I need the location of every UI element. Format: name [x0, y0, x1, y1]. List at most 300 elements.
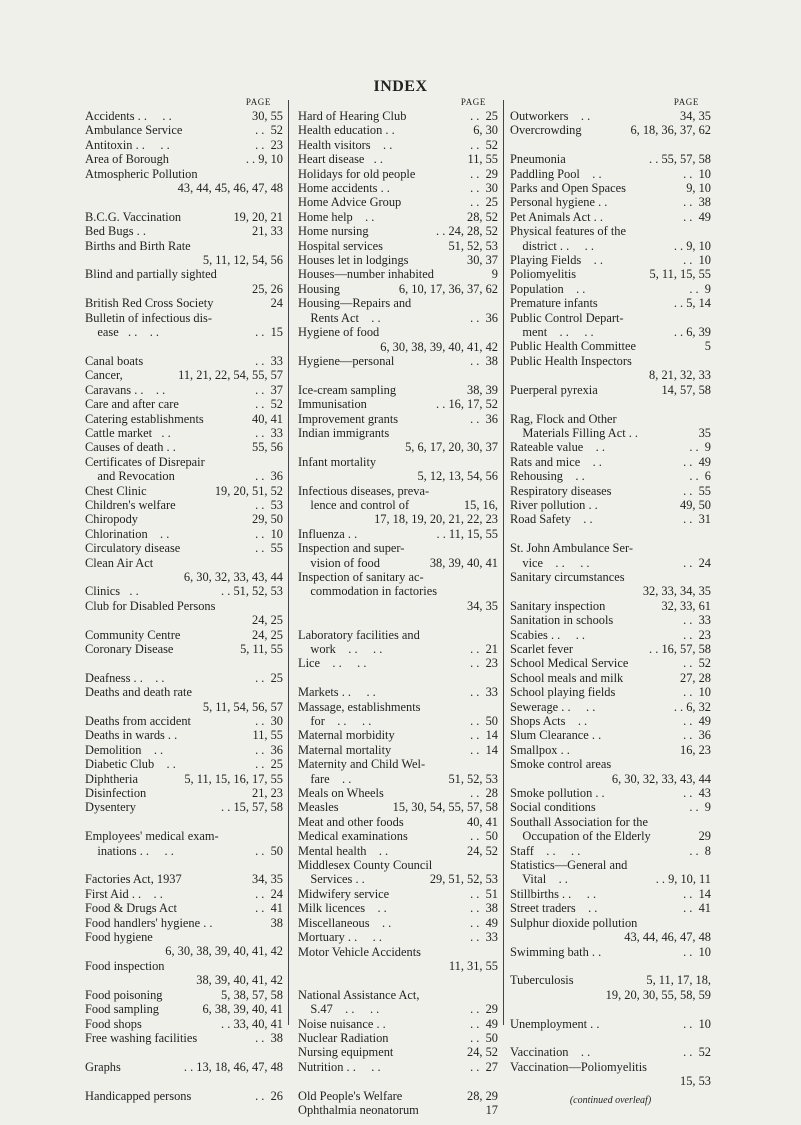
- index-entry: [298, 844, 498, 858]
- index-entry-continuation: 32, 33, 34, 35: [642, 584, 711, 599]
- entry-pages: 11, 21, 22, 54, 55, 57: [178, 368, 283, 383]
- index-entry: [510, 181, 711, 195]
- index-entry: [510, 267, 711, 281]
- entry-term: Measles: [298, 800, 339, 815]
- index-entry: [85, 267, 283, 281]
- entry-term: Handicapped persons: [85, 1088, 192, 1103]
- entry-pages: . . 23: [255, 137, 283, 152]
- entry-term: Sanitation in schools: [510, 613, 614, 628]
- index-entry: [85, 527, 283, 541]
- entry-term: Statistics—General and: [510, 858, 628, 873]
- index-entry-continuation: 25, 26: [252, 281, 283, 296]
- entry-term: Food hygiene: [85, 930, 153, 945]
- index-entry: [298, 800, 498, 814]
- section-gap: [298, 1074, 498, 1088]
- entry-term: Clean Air Act: [85, 555, 154, 570]
- entry-pages: 24, 25: [252, 627, 283, 642]
- entry-pages: 28, 52: [467, 209, 498, 224]
- entry-pages: . . 26: [255, 1088, 283, 1103]
- entry-term: Immunisation: [298, 397, 367, 412]
- page-heading: PAGE: [460, 97, 486, 107]
- entry-term: Indian immigrants: [298, 425, 390, 440]
- index-entry: [298, 1045, 498, 1059]
- entry-term: Antitoxin . . . .: [85, 137, 170, 152]
- entry-pages: . . 49: [683, 714, 711, 729]
- index-entry: [298, 584, 498, 598]
- entry-pages: 6, 18, 36, 37, 62: [630, 123, 711, 138]
- index-entry-continuation: 34, 35: [467, 598, 498, 613]
- section-gap: [85, 1045, 283, 1059]
- entry-term: Blind and partially sighted: [85, 267, 217, 282]
- entry-term: Canal boats: [85, 353, 144, 368]
- entry-term: Health education . .: [298, 123, 395, 138]
- index-entry: [85, 354, 283, 368]
- entry-term: Rehousing . .: [510, 469, 585, 484]
- index-entry: [510, 296, 711, 310]
- index-entry: [298, 858, 498, 872]
- index-entry: [510, 109, 711, 123]
- entry-pages: . . 41: [255, 901, 283, 916]
- entry-term: Rag, Flock and Other: [510, 411, 617, 426]
- entry-term: Deaths from accident: [85, 714, 191, 729]
- section-gap: [85, 858, 283, 872]
- entry-pages: . . 16, 17, 52: [436, 397, 498, 412]
- index-entry: [85, 239, 283, 253]
- index-entry: [510, 123, 711, 137]
- index-entry: [85, 296, 283, 310]
- entry-pages: . . 43: [683, 786, 711, 801]
- entry-term: B.C.G. Vaccination: [85, 209, 182, 224]
- entry-term: Social conditions: [510, 800, 596, 815]
- entry-term: Coronary Disease: [85, 642, 174, 656]
- entry-term: Infant mortality: [298, 454, 377, 469]
- index-entry: [298, 728, 498, 742]
- entry-term: Nursing equipment: [298, 1045, 394, 1060]
- entry-term: and Revocation: [85, 469, 175, 484]
- index-entry-continuation: 15, 53: [680, 1074, 711, 1089]
- index-entry: [298, 945, 498, 959]
- entry-pages: . . 38: [470, 901, 498, 916]
- index-entry: [298, 656, 498, 670]
- section-gap: [298, 613, 498, 627]
- entry-pages: . . 13, 18, 46, 47, 48: [183, 1059, 283, 1074]
- entry-term: Community Centre: [85, 627, 181, 642]
- index-entry: [298, 628, 498, 642]
- entry-term: Scarlet fever: [510, 641, 573, 656]
- entry-pages: 14, 57, 58: [661, 382, 711, 397]
- entry-term: Cattle market . .: [85, 425, 171, 440]
- index-entry: [85, 642, 283, 656]
- entry-pages: . . 38: [255, 1030, 283, 1045]
- index-entry-continuation: 5, 11, 54, 56, 57: [202, 699, 283, 714]
- entry-term: Rateable value . .: [510, 440, 605, 455]
- entry-pages: . . 6, 39: [673, 325, 711, 340]
- entry-term: Health visitors . .: [298, 137, 393, 152]
- entry-term: Demolition . .: [85, 742, 164, 757]
- entry-term: Catering establishments: [85, 411, 204, 426]
- entry-pages: 32, 33, 61: [661, 598, 711, 613]
- index-entry: [298, 556, 498, 570]
- index-entry: [510, 872, 711, 886]
- entry-term: School playing fields: [510, 685, 616, 700]
- entry-term: Midwifery service: [298, 886, 390, 901]
- section-gap: [298, 671, 498, 685]
- entry-term: Ambulance Service: [85, 123, 183, 138]
- entry-term: Graphs: [85, 1059, 121, 1074]
- index-entry: [510, 1017, 711, 1031]
- entry-pages: . . 9, 10, 11: [655, 872, 711, 887]
- index-entry: [510, 973, 711, 987]
- index-entry: [510, 887, 711, 901]
- entry-term: Employees' medical exam-: [85, 829, 219, 844]
- index-entry: [510, 628, 711, 642]
- index-entry: [85, 426, 283, 440]
- index-entry: [85, 786, 283, 800]
- index-entry: [85, 772, 283, 786]
- entry-pages: 34, 35: [680, 109, 711, 123]
- entry-term: Food & Drugs Act: [85, 901, 177, 916]
- entry-term: School Medical Service: [510, 656, 629, 671]
- index-entry: [510, 426, 711, 440]
- entry-term: Care and after care: [85, 397, 179, 412]
- index-entry: [298, 311, 498, 325]
- section-gap: [510, 527, 711, 541]
- index-entry: [510, 656, 711, 670]
- entry-term: Shops Acts . .: [510, 714, 588, 729]
- index-entry: [510, 757, 711, 771]
- section-gap: [298, 973, 498, 987]
- entry-term: Lice . . . .: [298, 656, 367, 671]
- index-entry: [510, 253, 711, 267]
- index-entry: [298, 1031, 498, 1045]
- index-entry: [85, 412, 283, 426]
- entry-pages: 35: [698, 425, 711, 440]
- index-entry: [298, 397, 498, 411]
- index-entry: [85, 383, 283, 397]
- entry-pages: . . 9, 10: [673, 238, 711, 253]
- entry-term: Smallpox . .: [510, 742, 570, 757]
- index-entry: [298, 829, 498, 843]
- index-entry: [510, 728, 711, 742]
- entry-term: Caravans . . . .: [85, 382, 166, 397]
- index-entry: [298, 872, 498, 886]
- entry-pages: 9: [491, 267, 498, 282]
- entry-term: Southall Association for the: [510, 814, 649, 829]
- index-entry-continuation: 5, 6, 17, 20, 30, 37: [405, 440, 498, 455]
- entry-term: Hygiene of food: [298, 325, 380, 340]
- entry-pages: . . 51, 52, 53: [221, 584, 283, 599]
- index-entry: [510, 844, 711, 858]
- entry-pages: 9, 10: [686, 181, 711, 196]
- entry-pages: . . 9: [689, 440, 711, 455]
- entry-term: Improvement grants: [298, 411, 399, 426]
- entry-pages: . . 10: [255, 526, 283, 541]
- index-entry: [510, 901, 711, 915]
- entry-term: Disinfection: [85, 786, 147, 801]
- section-gap: [85, 195, 283, 209]
- entry-pages: . . 8: [689, 843, 711, 858]
- entry-term: Housing: [298, 281, 340, 296]
- index-entry: [85, 1031, 283, 1045]
- entry-pages: . . 25: [470, 109, 498, 123]
- index-entry-continuation: 5, 11, 12, 54, 56: [202, 253, 283, 268]
- index-entry-continuation: 8, 21, 32, 33: [649, 368, 711, 383]
- index-entry: [85, 325, 283, 339]
- entry-pages: . . 11, 15, 55: [436, 526, 498, 541]
- section-gap: [85, 815, 283, 829]
- continued-note: (continued overleaf): [569, 1094, 652, 1106]
- entry-term: Staff . . . .: [510, 843, 581, 858]
- entry-pages: . . 14: [470, 728, 498, 743]
- entry-term: Chlorination . .: [85, 526, 170, 541]
- entry-pages: . . 36: [470, 411, 498, 426]
- entry-pages: . . 24, 28, 52: [436, 224, 498, 239]
- entry-pages: 49, 50: [680, 497, 711, 512]
- entry-pages: . . 24: [683, 555, 711, 570]
- index-entry: [510, 671, 711, 685]
- entry-pages: . . 36: [683, 728, 711, 743]
- entry-term: Food sampling: [85, 1002, 160, 1017]
- entry-pages: . . 36: [255, 742, 283, 757]
- entry-term: Sewerage . . . .: [510, 699, 596, 714]
- entry-term: River pollution . .: [510, 497, 598, 512]
- section-gap: [298, 368, 498, 382]
- entry-term: Rats and mice . .: [510, 454, 602, 469]
- index-entry: [298, 901, 498, 915]
- entry-term: Pneumonia: [510, 152, 566, 167]
- entry-term: Diabetic Club . .: [85, 757, 176, 772]
- entry-term: Vital . .: [510, 872, 568, 887]
- entry-pages: . . 9: [689, 281, 711, 296]
- index-entry: [298, 354, 498, 368]
- entry-term: Holidays for old people: [298, 166, 416, 181]
- entry-term: Premature infants: [510, 296, 598, 311]
- index-entry: [85, 469, 283, 483]
- entry-term: Nuclear Radiation: [298, 1030, 389, 1045]
- entry-term: Clinics . .: [85, 584, 139, 599]
- entry-term: for . . . .: [298, 714, 372, 729]
- index-entry: [85, 887, 283, 901]
- entry-pages: 51, 52, 53: [448, 771, 498, 786]
- entry-term: vision of food: [298, 555, 380, 570]
- index-entry: [298, 1060, 498, 1074]
- index-entry: [85, 1017, 283, 1031]
- index-entry: [85, 844, 283, 858]
- entry-term: Occupation of the Elderly: [510, 829, 651, 844]
- index-entry: [85, 397, 283, 411]
- entry-term: Parks and Open Spaces: [510, 181, 626, 196]
- page-title: INDEX: [373, 78, 428, 95]
- index-entry: [85, 455, 283, 469]
- page-heading: PAGE: [245, 97, 271, 107]
- index-entry-continuation: 6, 30, 32, 33, 43, 44: [183, 569, 283, 584]
- entry-pages: . . 33: [683, 613, 711, 628]
- entry-term: Medical examinations: [298, 829, 408, 844]
- index-entry: [510, 743, 711, 757]
- entry-pages: . . 52: [683, 656, 711, 671]
- index-entry: [85, 210, 283, 224]
- index-entry: [510, 195, 711, 209]
- entry-pages: . . 33: [470, 685, 498, 700]
- entry-term: Area of Borough: [85, 152, 169, 167]
- index-entry: [85, 959, 283, 973]
- entry-term: Services . .: [298, 872, 365, 887]
- index-entry: [85, 685, 283, 699]
- index-entry: [298, 642, 498, 656]
- entry-pages: 21, 33: [252, 224, 283, 239]
- index-entry: [298, 988, 498, 1002]
- entry-pages: 5, 11, 55: [240, 642, 283, 656]
- index-entry: [298, 426, 498, 440]
- entry-pages: . . 33, 40, 41: [221, 1016, 283, 1031]
- index-entry: [298, 570, 498, 584]
- index-entry: [85, 714, 283, 728]
- entry-pages: . . 6, 32: [673, 699, 711, 714]
- index-entry: [85, 930, 283, 944]
- entry-term: vice . . . .: [510, 555, 590, 570]
- index-entry: [85, 152, 283, 166]
- index-entry: [510, 311, 711, 325]
- entry-term: Massage, establishments: [298, 699, 421, 714]
- entry-pages: 38, 39: [467, 382, 498, 397]
- entry-pages: . . 14: [683, 886, 711, 901]
- entry-pages: . . 33: [255, 353, 283, 368]
- entry-pages: . . 36: [470, 310, 498, 325]
- index-entry: [298, 195, 498, 209]
- entry-term: Ophthalmia neonatorum: [298, 1102, 419, 1117]
- index-entry: [298, 138, 498, 152]
- entry-term: Club for Disabled Persons: [85, 598, 216, 613]
- entry-term: Houses let in lodgings: [298, 253, 409, 268]
- entry-pages: 29, 50: [252, 512, 283, 527]
- entry-pages: . . 14: [470, 742, 498, 757]
- index-entry-continuation: 17, 18, 19, 20, 21, 22, 23: [374, 512, 498, 527]
- entry-pages: 16, 23: [680, 742, 711, 757]
- entry-term: Miscellaneous . .: [298, 915, 392, 930]
- index-entry: [510, 599, 711, 613]
- entry-term: Maternal morbidity: [298, 728, 395, 743]
- entry-pages: 17: [485, 1102, 498, 1117]
- entry-pages: . . 49: [683, 209, 711, 224]
- entry-term: S.47 . . . .: [298, 1002, 380, 1017]
- entry-pages: 5, 38, 57, 58: [221, 987, 283, 1002]
- entry-term: commodation in factories: [298, 584, 438, 599]
- entry-term: Public Health Inspectors: [510, 353, 632, 368]
- entry-pages: . . 23: [470, 656, 498, 671]
- index-entry: [85, 872, 283, 886]
- entry-term: Home help . .: [298, 209, 375, 224]
- index-entry: [510, 800, 711, 814]
- entry-pages: . . 21: [470, 642, 498, 656]
- index-entry: [510, 714, 711, 728]
- index-entry: [85, 484, 283, 498]
- entry-term: Puerperal pyrexia: [510, 382, 598, 397]
- entry-term: Food poisoning: [85, 987, 163, 1002]
- entry-term: Tuberculosis: [510, 973, 574, 988]
- index-entry: [298, 1103, 498, 1117]
- entry-term: Certificates of Disrepair: [85, 454, 205, 469]
- entry-term: Inspection of sanitary ac-: [298, 569, 424, 584]
- index-entry: [510, 167, 711, 181]
- entry-pages: . . 30: [470, 181, 498, 196]
- index-entry: [298, 239, 498, 253]
- entry-pages: . . 49: [470, 915, 498, 930]
- entry-term: Home Advice Group: [298, 195, 402, 210]
- index-entry: [85, 368, 283, 382]
- entry-pages: . . 37: [255, 382, 283, 397]
- index-entry: [298, 224, 498, 238]
- section-gap: [510, 397, 711, 411]
- index-entry: [85, 628, 283, 642]
- entry-term: Milk licences . .: [298, 901, 387, 916]
- entry-pages: . . 52: [470, 137, 498, 152]
- index-entry-continuation: 24, 25: [252, 613, 283, 628]
- index-entry: [85, 728, 283, 742]
- entry-term: Deaths in wards . .: [85, 728, 178, 743]
- index-entry: [85, 311, 283, 325]
- entry-term: Motor Vehicle Accidents: [298, 944, 421, 959]
- index-column-2: [298, 96, 498, 1117]
- index-entry: [298, 685, 498, 699]
- entry-term: Bulletin of infectious dis-: [85, 310, 212, 325]
- entry-pages: 24: [270, 296, 283, 311]
- entry-pages: . . 49: [683, 454, 711, 469]
- entry-pages: 19, 20, 21: [233, 209, 283, 224]
- entry-pages: 24, 52: [467, 1045, 498, 1060]
- section-gap: [85, 656, 283, 670]
- entry-pages: 5, 11, 17, 18,: [646, 973, 711, 988]
- index-entry: [85, 800, 283, 814]
- index-entry: [298, 210, 498, 224]
- index-entry: [510, 152, 711, 166]
- entry-pages: . . 36: [255, 469, 283, 484]
- entry-pages: . . 31: [683, 512, 711, 527]
- entry-term: Chiropody: [85, 512, 139, 527]
- index-entry: [298, 282, 498, 296]
- entry-term: School meals and milk: [510, 670, 624, 685]
- entry-pages: . . 10: [683, 685, 711, 700]
- index-entry: [298, 700, 498, 714]
- index-entry: [510, 412, 711, 426]
- index-entry: [298, 772, 498, 786]
- entry-pages: . . 25: [470, 195, 498, 210]
- entry-term: lence and control of: [298, 497, 410, 512]
- entry-pages: 28, 29: [467, 1088, 498, 1103]
- entry-pages: . . 41: [683, 901, 711, 916]
- index-entry: [85, 512, 283, 526]
- entry-term: Stillbirths . . . .: [510, 886, 597, 901]
- index-entry: [85, 138, 283, 152]
- index-entry: [298, 757, 498, 771]
- entry-term: First Aid . . . .: [85, 886, 163, 901]
- entry-pages: . . 52: [255, 397, 283, 412]
- index-entry: [85, 671, 283, 685]
- entry-term: Chest Clinic: [85, 483, 147, 498]
- index-entry-continuation: 5, 12, 13, 54, 56: [417, 469, 498, 484]
- entry-pages: 40, 41: [467, 814, 498, 829]
- entry-pages: 5, 11, 15, 16, 17, 55: [184, 771, 283, 786]
- entry-pages: . . 10: [683, 253, 711, 268]
- entry-term: Public Health Committee: [510, 339, 636, 354]
- entry-term: Vaccination—Poliomyelitis: [510, 1059, 647, 1074]
- entry-term: Middlesex County Council: [298, 858, 433, 873]
- entry-pages: . . 33: [470, 930, 498, 945]
- index-entry: [298, 1089, 498, 1103]
- index-entry: [510, 239, 711, 253]
- entry-term: Home accidents . .: [298, 181, 390, 196]
- index-column-3: [510, 96, 711, 1106]
- index-entry: [510, 498, 711, 512]
